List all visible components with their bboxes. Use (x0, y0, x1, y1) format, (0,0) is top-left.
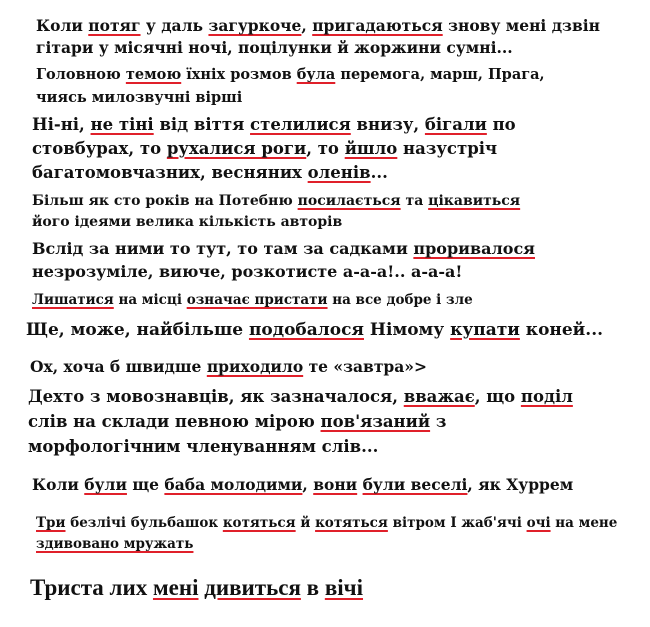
text-segment: й (295, 515, 316, 531)
text-segment: та (400, 193, 429, 209)
underlined-word: рухалися роги (166, 139, 307, 158)
text-line (36, 536, 193, 552)
text-line (32, 239, 535, 258)
underlined-word: оленів (307, 163, 371, 182)
text-segment: незрозуміле, виюче, розкотисте а-а-а!.. а-а-а! (32, 262, 463, 281)
underlined-word: котяться (315, 515, 388, 531)
text-segment: Триста лих (30, 575, 153, 600)
text-segment: , що (474, 387, 521, 406)
underlined-word: пригадаються (312, 16, 443, 35)
text-segment: гітари у місячні ночі, поцілунки й жоржини сумні... (36, 38, 513, 57)
underlined-word: Три (36, 515, 66, 531)
underlined-word: не тіні (90, 115, 154, 134)
text-line (36, 89, 242, 106)
text-line (32, 214, 342, 230)
underlined-word: бігали (424, 115, 487, 134)
underlined-word: баба молодими (164, 475, 303, 494)
underlined-word: стелилися (250, 115, 351, 134)
text-line (28, 387, 573, 406)
text-segment: по (486, 115, 516, 134)
text-segment: стовбурах, то (32, 139, 167, 158)
text-segment: багатомовчазних, весняних (32, 163, 308, 182)
underlined-word: йшло (344, 139, 398, 158)
underlined-word: загуркоче (208, 16, 302, 35)
text-segment: безлічі бульбашок (65, 515, 223, 531)
text-segment: назустріч (397, 139, 498, 158)
text-line (32, 193, 520, 209)
text-segment: Дехто з мовознавців, як зазначалося, (28, 387, 404, 406)
text-line (30, 357, 427, 376)
text-segment: його ідеями велика кількість авторів (32, 214, 343, 230)
underlined-word: темою (125, 66, 182, 83)
underlined-word: мені (152, 575, 199, 600)
text-line (32, 262, 462, 281)
underlined-word: були веселі (362, 475, 468, 494)
text-segment: Більш як сто років на Потебню (32, 193, 298, 209)
underlined-word: котяться (222, 515, 296, 531)
text-line (36, 66, 545, 83)
text-segment: слів на склади певною мірою (28, 412, 321, 431)
text-segment: те «завтра»> (303, 357, 427, 376)
text-line (36, 515, 617, 531)
text-line (26, 320, 603, 340)
underlined-word: вважає (403, 387, 475, 406)
text-segment: Німому (364, 320, 451, 340)
underlined-word: приходило (206, 357, 304, 376)
underlined-word: означає пристати (186, 292, 328, 308)
text-line (36, 16, 600, 35)
text-line (32, 292, 473, 308)
underlined-word: були (84, 475, 127, 494)
text-segment: морфологічним членуванням слів... (28, 437, 379, 456)
text-segment: Коли (32, 475, 85, 494)
text-segment: з (430, 412, 447, 431)
underlined-word: проривалося (413, 239, 535, 258)
underlined-word: посилається (297, 193, 401, 209)
text-segment: ще (126, 475, 165, 494)
text-line (32, 163, 388, 182)
underlined-word: потяг (88, 16, 141, 35)
text-segment: вітром І жаб'ячі (387, 515, 527, 531)
underlined-word: здивовано мружать (36, 536, 194, 552)
text-segment: в (300, 575, 325, 600)
text-segment: перемога, марш, Прага, (335, 66, 545, 83)
text-line (30, 575, 363, 601)
text-segment: чиясь милозвучні вірші (36, 89, 243, 106)
text-segment: внизу, (350, 115, 425, 134)
text-segment: від віття (153, 115, 251, 134)
text-segment: знову мені дзвін (442, 16, 600, 35)
underlined-word: дивиться (204, 575, 301, 600)
underlined-word: пов'язаний (320, 412, 431, 431)
text-line (32, 475, 573, 494)
text-segment: їхніх розмов (181, 66, 297, 83)
text-segment: Коли (36, 16, 89, 35)
underlined-word: подобалося (248, 320, 364, 340)
underlined-word: поділ (520, 387, 573, 406)
text-segment: , то (306, 139, 345, 158)
underlined-word: Лишатися (32, 292, 114, 308)
text-segment: Вслід за ними то тут, то там за садками (32, 239, 414, 258)
text-line (32, 139, 497, 158)
text-segment: на мене (550, 515, 618, 531)
text-line (28, 437, 378, 456)
text-line (36, 38, 513, 57)
text-segment: у даль (140, 16, 209, 35)
underlined-word: очі (526, 515, 551, 531)
text-line (28, 412, 446, 431)
text-segment: Головною (36, 66, 126, 83)
underlined-word: купати (450, 320, 520, 340)
underlined-word: вічі (324, 575, 364, 600)
text-segment: , (302, 475, 314, 494)
underlined-word: цікавиться (428, 193, 521, 209)
text-segment: ... (370, 163, 388, 182)
text-segment: , (301, 16, 313, 35)
text-segment: на все добре і зле (327, 292, 473, 308)
text-segment: коней... (519, 320, 604, 340)
text-segment: на місці (113, 292, 187, 308)
text-segment: , як Хуррем (467, 475, 574, 494)
underlined-word: була (296, 66, 336, 83)
underlined-word: вони (313, 475, 358, 494)
text-line (32, 115, 516, 134)
text-segment: Ох, хоча б швидше (30, 357, 207, 376)
text-segment: Ще, може, найбільше (26, 320, 249, 340)
text-segment: Ні-ні, (32, 115, 91, 134)
